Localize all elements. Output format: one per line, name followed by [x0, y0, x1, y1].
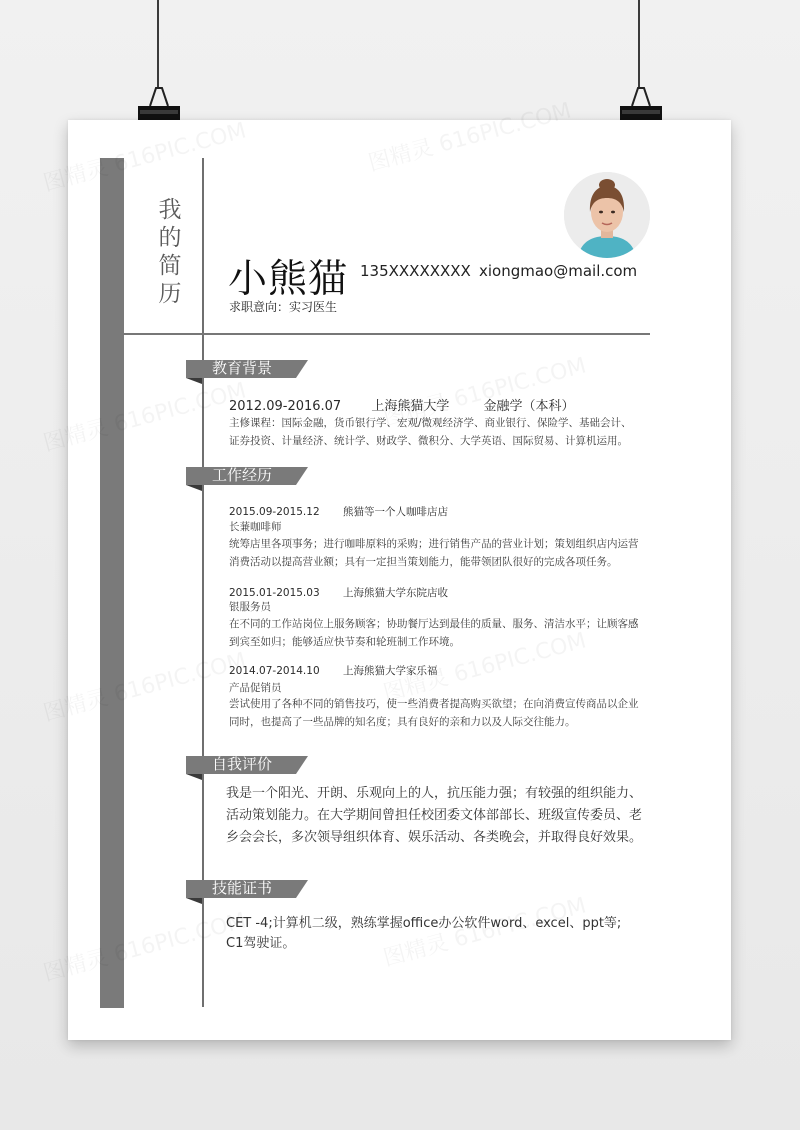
left-hanging-string — [157, 0, 159, 88]
phone-number: 135XXXXXXXX — [360, 262, 471, 280]
section-title: 技能证书 — [212, 879, 273, 897]
email-address[interactable]: xiongmao@mail.com — [479, 262, 638, 280]
right-hanging-string — [638, 0, 640, 88]
section-title: 自我评价 — [212, 755, 273, 773]
job-header — [229, 504, 448, 519]
section-title: 工作经历 — [212, 466, 273, 484]
header-divider — [123, 333, 650, 335]
vertical-title — [150, 196, 190, 308]
job-description: 统筹店里各项事务；进行咖啡原料的采购；进行销售产品的营业计划；策划组织店内运营消费活动以提高营业额；具有一定担当策划能力，能带领团队很好的完成各项任务。 — [229, 538, 639, 568]
vertical-title-char: 历 — [158, 281, 182, 307]
job-role: 银服务员 — [229, 601, 271, 613]
job-description: 在不同的工作站岗位上服务顾客；协助餐厅达到最佳的质量、服务、清洁水平；让顾客感到宾至如归；能够适应快节奏和轮班制工作环境。 — [229, 618, 639, 648]
self-evaluation-text: 我是一个阳光、开朗、乐观向上的人，抗压能力强；有较强的组织能力、活动策划能力。在大学期间曾担任校团委文体部部长、班级宣传委员、老乡会会长，多次领导组织体育、娱乐活动、各类晚会，并取得良好效果。 — [226, 786, 643, 845]
vertical-title-char: 简 — [158, 253, 182, 279]
job-company: 熊猫等一个人咖啡店店 — [342, 506, 448, 518]
section-header-work — [186, 467, 310, 497]
job-company: 上海熊猫大学东院店收 — [342, 587, 448, 599]
portrait-icon — [564, 172, 650, 258]
job-intent: 求职意向：实习医生 — [229, 300, 338, 314]
job-period: 2015.01-2015.03 — [229, 587, 320, 599]
job-role: 长蒹咖啡师 — [229, 521, 282, 533]
education-courses: 主修课程：国际金融，货币银行学、宏观/微观经济学、商业银行、保险学、基础会计、证券投资、计量经济、统计学、财政学、微积分、大学英语、国际贸易、计算机运用。 — [229, 417, 632, 447]
section-header-skills — [186, 880, 310, 910]
sidebar-bar — [100, 158, 124, 1008]
vertical-title-char: 我 — [158, 197, 182, 223]
candidate-name: 小熊猫 — [228, 257, 349, 302]
job-description: 尝试使用了各种不同的销售技巧，使一些消费者提高购买欲望；在向消费宣传商品以企业同时，也提高了一些品牌的知名度；具有良好的亲和力以及人际交往能力。 — [229, 698, 639, 728]
education-period: 2012.09-2016.07 — [229, 399, 342, 414]
avatar — [564, 172, 650, 258]
education-school: 上海熊猫大学 — [371, 399, 450, 414]
vertical-title-char: 的 — [158, 225, 182, 251]
section-header-self-eval — [186, 756, 310, 786]
job-period: 2014.07-2014.10 — [229, 665, 320, 677]
job-role: 产品促销员 — [229, 682, 282, 694]
education-major: 金融学（本科） — [483, 399, 575, 414]
skills-text: CET -4;计算机二级，熟练掌握office办公软件word、excel、ppt等; C1驾驶证。 — [226, 916, 622, 951]
section-title: 教育背景 — [212, 359, 273, 377]
job-company: 上海熊猫大学家乐福 — [342, 665, 438, 677]
job-period: 2015.09-2015.12 — [229, 506, 320, 518]
